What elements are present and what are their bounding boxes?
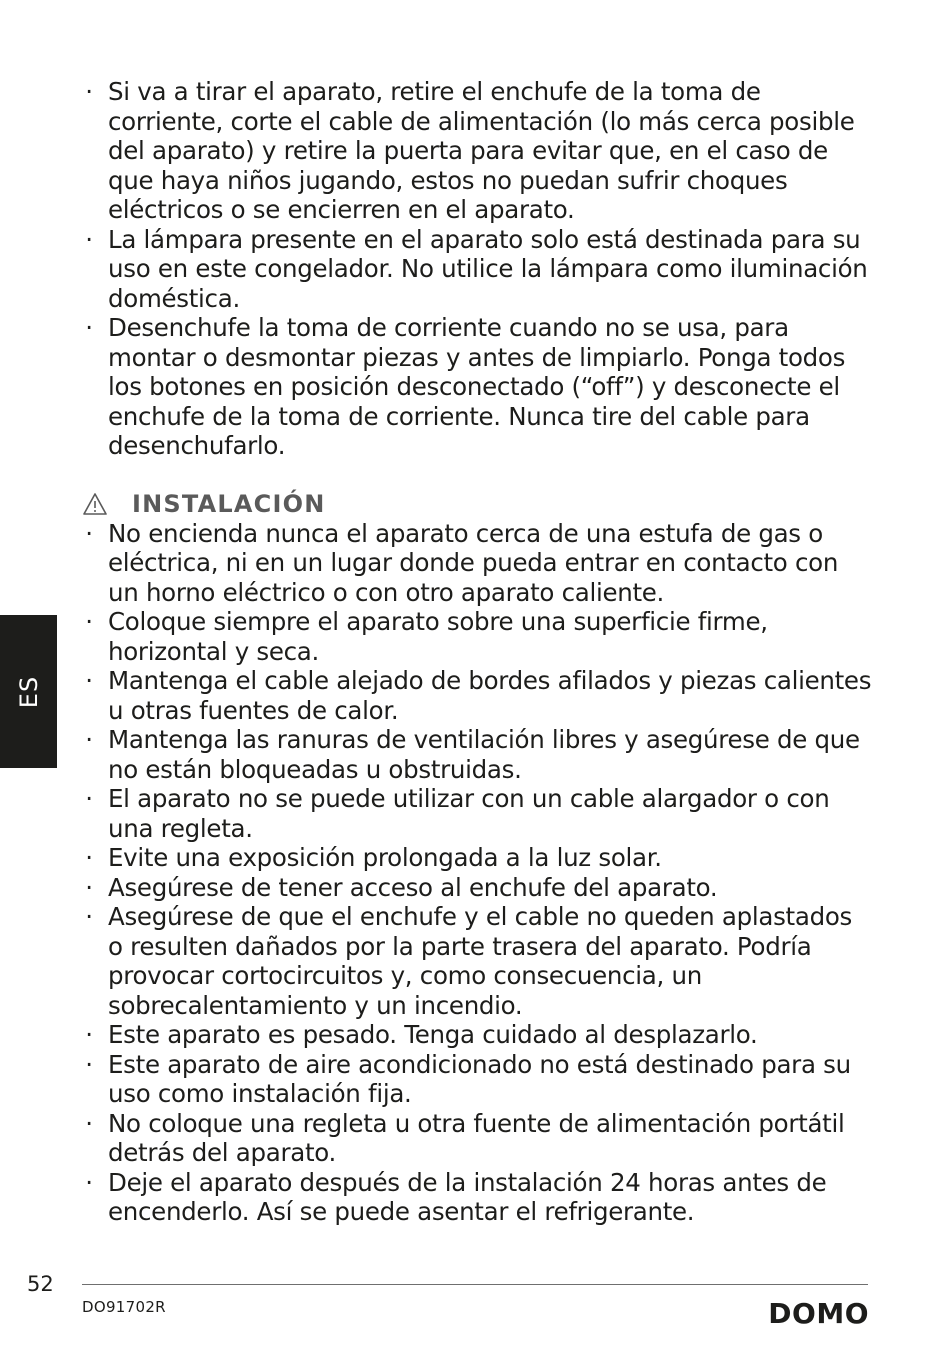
section-heading <box>82 489 872 519</box>
list-item <box>82 77 872 225</box>
list-item <box>82 873 872 903</box>
bullet-dot: · <box>85 1167 93 1197</box>
list-item-text: Asegúrese de tener acceso al enchufe del aparato. <box>108 872 718 902</box>
bullet-dot: · <box>85 843 93 872</box>
list-item-text: La lámpara presente en el aparato solo está destinada para su uso en este congelador. No utilice la lámpara como iluminación doméstica. <box>108 224 868 313</box>
list-item-text: Deje el aparato después de la instalación 24 horas antes de encenderlo. Así se puede asentar el refrigerante. <box>108 1167 827 1226</box>
bullet-dot: · <box>85 902 93 931</box>
list-item-text: Este aparato es pesado. Tenga cuidado al desplazarlo. <box>108 1020 758 1049</box>
list-item <box>82 784 872 843</box>
list-item-text: Mantenga el cable alejado de bordes afilados y piezas calientes u otras fuentes de calor. <box>108 666 872 725</box>
list-item <box>82 519 872 608</box>
list-item-text: Si va a tirar el aparato, retire el enchufe de la toma de corriente, corte el cable de alimentación (lo más cerca posible del aparato) y retire la puerta para evitar que, en el caso de que haya niños jugando, estos no puedan sufrir choques eléctricos o se encierren en el aparato. <box>108 77 855 224</box>
list-item-text: Mantenga las ranuras de ventilación libres y asegúrese de que no están bloqueadas u obstruidas. <box>108 725 860 784</box>
section-title: INSTALACIÓN <box>132 489 326 518</box>
language-tab-label: ES <box>14 675 43 708</box>
bullet-dot: · <box>85 518 93 548</box>
bullet-dot: · <box>85 224 93 254</box>
list-item <box>82 1168 872 1227</box>
list-item <box>82 1109 872 1168</box>
bullet-dot: · <box>85 77 93 106</box>
bullet-dot: · <box>85 666 93 695</box>
installation-list <box>82 519 872 1227</box>
list-item-text: Evite una exposición prolongada a la luz solar. <box>108 843 662 872</box>
list-item <box>82 607 872 666</box>
model-number: DO91702R <box>82 1298 166 1316</box>
list-item-text: Este aparato de aire acondicionado no está destinado para su uso como instalación fija. <box>108 1049 851 1108</box>
list-item-text: El aparato no se puede utilizar con un cable alargador o con una regleta. <box>108 784 830 843</box>
safety-list <box>82 77 872 461</box>
page-content <box>82 77 872 1227</box>
list-item <box>82 1050 872 1109</box>
list-item-text: No coloque una regleta u otra fuente de alimentación portátil detrás del aparato. <box>108 1108 845 1167</box>
list-item <box>82 313 872 461</box>
bullet-dot: · <box>85 1049 93 1079</box>
bullet-dot: · <box>85 1108 93 1138</box>
list-item <box>82 225 872 314</box>
list-item <box>82 1020 872 1050</box>
bullet-dot: · <box>85 607 93 636</box>
list-item-text: No encienda nunca el aparato cerca de una estufa de gas o eléctrica, ni en un lugar donde pueda entrar en contacto con un horno eléctrico o con otro aparato caliente. <box>108 518 839 607</box>
bullet-dot: · <box>85 313 93 342</box>
footer-divider <box>82 1284 868 1285</box>
bullet-dot: · <box>85 1020 93 1049</box>
bullet-dot: · <box>85 784 93 813</box>
bullet-dot: · <box>85 872 93 902</box>
bullet-dot: · <box>85 725 93 754</box>
language-tab <box>0 615 57 768</box>
list-item <box>82 666 872 725</box>
list-item <box>82 843 872 873</box>
list-item-text: Coloque siempre el aparato sobre una superficie firme, horizontal y seca. <box>108 607 768 666</box>
list-item-text: Asegúrese de que el enchufe y el cable no queden aplastados o resulten dañados por la parte trasera del aparato. Podría provocar cortocircuitos y, como consecuencia, un sobrecalentamiento y un incendio. <box>108 902 852 1020</box>
warning-triangle-icon <box>82 491 108 517</box>
list-item <box>82 725 872 784</box>
page-number: 52 <box>27 1272 54 1296</box>
list-item <box>82 902 872 1020</box>
brand-logo: DOMO <box>768 1297 869 1330</box>
list-item-text: Desenchufe la toma de corriente cuando no se usa, para montar o desmontar piezas y antes de limpiarlo. Ponga todos los botones en posición desconectado (“off”) y desconecte el enchufe de la toma de corriente. Nunca tire del cable para desenchufarlo. <box>108 313 846 460</box>
